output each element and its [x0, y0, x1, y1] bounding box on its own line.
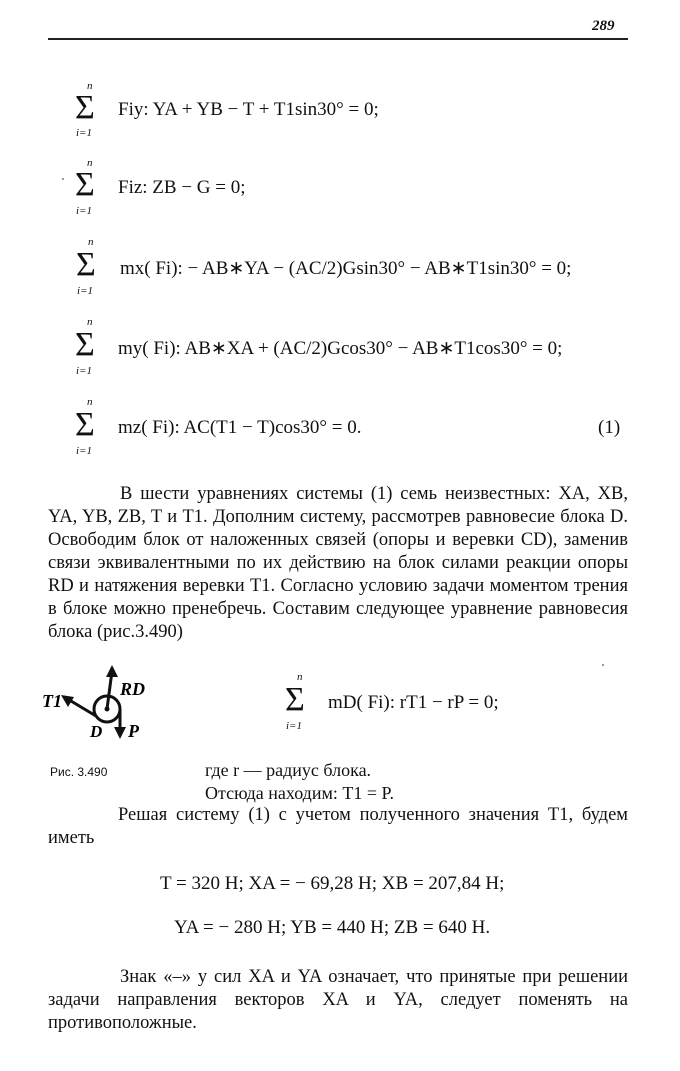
- block-figure: [40, 665, 180, 745]
- sum-upper: n: [88, 236, 94, 248]
- block-equation: mD( Fi): rT1 − rP = 0;: [328, 692, 499, 713]
- reaction-arrowhead-icon: [106, 665, 118, 677]
- finding-note: Отсюда находим: T1 = P.: [205, 783, 395, 803]
- equation-number: (1): [598, 417, 621, 438]
- sigma-symbol: Σ: [76, 246, 96, 283]
- label-rd: RD: [120, 679, 146, 699]
- sum-lower: i=1: [76, 365, 92, 377]
- page-number: 289: [592, 18, 615, 34]
- sum-upper: n: [297, 671, 303, 683]
- sum-lower: i=1: [77, 285, 93, 297]
- sum-lower: i=1: [76, 127, 92, 139]
- sum-upper: n: [87, 396, 93, 408]
- sigma-symbol: Σ: [75, 89, 95, 126]
- sum-upper: n: [87, 80, 93, 92]
- sum-lower: i=1: [76, 445, 92, 457]
- label-d: D: [90, 722, 103, 741]
- equation-fiy: Fiy: YA + YB − T + T1sin30° = 0;: [118, 99, 379, 120]
- paragraph-solution: Решая систему (1) с учетом полученного значения T1, будем иметь: [48, 805, 628, 848]
- paragraph-sign-note: Знак «–» у сил XA и YA означает, что принятые при решении задачи направления векторов XA и YA, следует поменять на противоположные.: [48, 967, 628, 1033]
- radius-note: где r — радиус блока.: [205, 760, 372, 780]
- equation-my: my( Fi): AB∗XA + (AC/2)Gcos30° − AB∗T1cos30° = 0;: [118, 338, 563, 359]
- results-line-1: T = 320 H; XA = − 69,28 H; XB = 207,84 H;: [160, 873, 505, 894]
- sum-lower: i=1: [286, 720, 302, 732]
- scan-speck: [62, 178, 64, 180]
- paragraph-unknowns: В шести уравнениях системы (1) семь неизвестных: XA, XB, YA, YB, ZB, T и T1. Дополним систему, рассмотрев равновесие блока D. Освободим блок от наложенных связей (опоры и веревки CD), заменив связи эквивалентными по их действию на блок силами реакции опоры RD и натяжения веревки T1. Согласно условию задачи моментом трения в блоке можно пренебречь. Составим следующее уравнение равновесия блока (рис.3.490): [48, 484, 628, 642]
- scan-speck: [602, 664, 604, 666]
- weight-arrowhead-icon: [114, 727, 126, 739]
- label-p: P: [128, 721, 139, 741]
- header-rule: [48, 38, 628, 40]
- results-line-2: YA = − 280 H; YB = 440 H; ZB = 640 H.: [174, 917, 491, 938]
- sigma-symbol: Σ: [75, 406, 95, 443]
- sigma-symbol: Σ: [75, 166, 95, 203]
- sum-upper: n: [87, 316, 93, 328]
- figure-caption: Рис. 3.490: [50, 765, 108, 779]
- sum-lower: i=1: [76, 205, 92, 217]
- label-t1: T1: [42, 691, 62, 711]
- equation-mx: mx( Fi): − AB∗YA − (AC/2)Gsin30° − AB∗T1sin30° = 0;: [120, 258, 572, 279]
- sum-upper: n: [87, 157, 93, 169]
- equation-mz: mz( Fi): AC(T1 − T)cos30° = 0.: [118, 417, 362, 438]
- sigma-symbol: Σ: [75, 326, 95, 363]
- equation-fiz: Fiz: ZB − G = 0;: [118, 177, 246, 198]
- sigma-symbol: Σ: [285, 681, 305, 718]
